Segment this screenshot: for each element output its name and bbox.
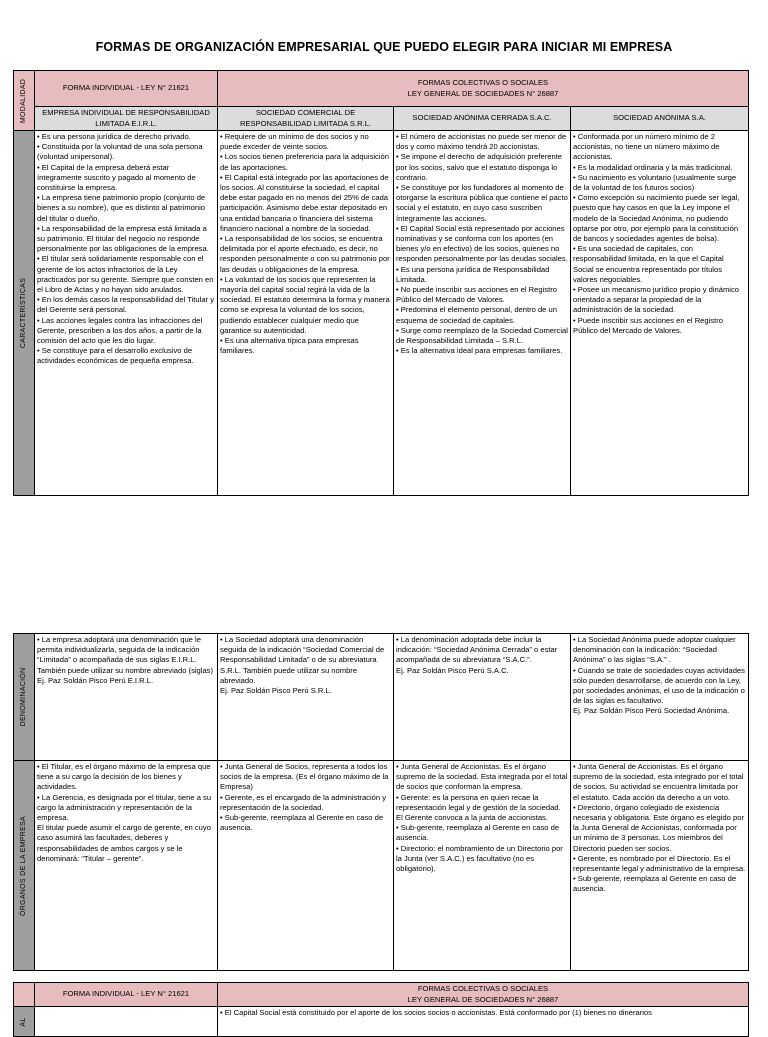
sac-header: SOCIEDAD ANÓNIMA CERRADA S.A.C. [394,107,571,131]
organos-srl-cell: • Junta General de Socios, representa a todos los socios de la empresa. (Es el órgano máximo de la Empresa) • Gerente, es el encargado de la administración y representación de la sociedad. • Sub-gerente, reemplaza al Gerente en caso de ausencia. [218,761,394,971]
page3-capital-cell: • El Capital Social está constituido por el aporte de los socios socios o accionistas. Está conformado por (1) bienes no dinerarios [218,1007,749,1037]
organos-label: ÓRGANOS DE LA EMPRESA [14,761,35,971]
caracteristicas-srl-cell: • Requiere de un mínimo de dos socios y no puede exceder de veinte socios. • Los socios tienen preferencia para la adquisición de las aportaciones. • El Capital está integrado por las aportaciones de los socios. Al constituirse la sociedad, el capital debe estar pagado en no menos del 25% de cada participación. Asimismo debe estar depositado en una entidad bancaria o financiera del sistema financiero nacional a nombre de la sociedad. • La responsabilidad de los socios, se encuentra delimitada por el aporte efectuado, es decir, no responden personalmente o con su patrimonio por las deudas u obligaciones de la empresa. • La voluntad de los socios que representen la mayoría del capital social regirá la vida de la sociedad. El estatuto determina la forma y manera como se expresa la voluntad de los socios, pudiendo establecer cualquier medio que garantice su autenticidad. • Es una alternativa típica para empresas familiares. [218,131,394,496]
page3-corner-cell [14,983,35,1007]
organos-sac-cell: • Junta General de Accionistas. Es el órgano supremo de la sociedad. Esta integrada por el total de socios que conforman la empresa. • Gerente: es la persona en quien recae la representación legal y de gestión de la sociedad. El Gerente convoca a la junta de accionistas. • Sub-gerente, reemplaza al Gerente en caso de ausencia. • Directorio: el nombramiento de un Directorio por la Junta (ver S.A.C.) es facultativo (no es obligatorio). [394,761,571,971]
main-comparison-table [13,70,749,496]
page3-row-label: AL [14,1007,35,1037]
caracteristicas-eirl-cell: • Es una persona jurídica de derecho privado. • Constituida por la voluntad de una sola persona (voluntad unipersonal). • El Capital de la empresa deberá estar íntegramente suscrito y pagado al momento de constituirse la empresa. • La empresa tiene patrimonio propio (conjunto de bienes a su nombre), que es distinto al patrimonio del titular o dueño. • La responsabilidad de la empresa está limitada a su patrimonio. El titular del negocio no responde personalmente por las obligaciones de la empresa. • El titular será solidariamente responsable con el gerente de los actos infractorios de la Ley practicados por su gerente. Siempre que consten en el Libro de Actas y no hayan sido anulados. • En los demás casos la responsabilidad del Titular y del Gerente será personal. • Las acciones legales contra las infracciones del Gerente, prescriben a los dos años, a partir de la comisión del acto que les dio lugar. • Se constituye para el desarrollo exclusivo de actividades económicas de pequeña empresa. [35,131,218,496]
caracteristicas-sa-cell: • Conformada por un número mínimo de 2 accionistas, no tiene un número máximo de accionistas. • Es la modalidad ordinaria y la más tradicional. • Su nacimiento es voluntario (usualmente surge de la voluntad de los futuros socios) • Como excepción su nacimiento puede ser legal, puesto que hay casos en que la Ley impone el modelo de la Sociedad Anónima, no pudiendo optarse por otro, por ejemplo para la constitución de bancos y sociedades agentes de bolsa). • Es una sociedad de capitales, con responsabilidad limitada, en la que el Capital Social se encuentra representado por títulos valores negociables. • Posee un mecanismo jurídico propio y dinámico orientado a separar la propiedad de la administración de la sociedad. • Puede inscribir sus acciones en el Registro Público del Mercado de Valores. [571,131,749,496]
individual-header: FORMA INDIVIDUAL - LEY N° 21621 [35,71,218,107]
page3-eirl-cell [35,1007,218,1037]
sa-header: SOCIEDAD ANÓNIMA S.A. [571,107,749,131]
caracteristicas-sac-cell: • El número de accionistas no puede ser menor de dos y como máximo tendrá 20 accionistas. • Se impone el derecho de adquisición preferente por los socios, salvo que el estatuto disponga lo contrario. • Se constituye por los fundadores al momento de otorgarse la escritura pública que contiene el pacto social y el estatuto, en cuyo caso suscriben íntegramente las acciones. • El Capital Social está representado por acciones nominativas y se conforma con los aportes (en bienes y/o en efectivo) de los socios, quienes no responden personalmente por las deudas sociales. • Es una persona jurídica de Responsabilidad Limitada. • No puede inscribir sus acciones en el Registro Público del Mercado de Valores. • Predomina el elemento personal, dentro de un esquema de sociedad de capitales. • Surge como reemplazo de la Sociedad Comercial de Responsabilidad Limitada – S.R.L. • Es la alternativa ideal para empresas familiares. [394,131,571,496]
caracteristicas-label: CARACTERÍSTICAS [14,131,35,496]
capital-table-partial [13,982,749,1037]
denominacion-label: DENOMINACIÓN [14,634,35,761]
organos-sa-cell: • Junta General de Accionistas. Es el órgano supremo de la sociedad, esta integrado por el total de socios. Su actividad se encuentra limitada por el estatuto. Cada acción da derecho a un voto. • Directorio, órgano colegiado de existencia necesaria y obligatoria. Este órgano es elegido por la Junta General de Accionistas, conformada por un mínimo de 3 personas. Los miembros del Directorio pueden ser socios. • Gerente, es nombrado por el Directorio. Es el representante legal y administrativo de la empresa. • Sub-gerente, reemplaza al Gerente en caso de ausencia. [571,761,749,971]
denominacion-sac-cell: • La denominación adoptada debe incluir la indicación: “Sociedad Anónima Cerrada” o estar acompañada de su abreviatura “S.A.C.”. Ej. Paz Soldán Pisco Perú S.A.C. [394,634,571,761]
organos-table [13,633,749,971]
eirl-header: EMPRESA INDIVIDUAL DE RESPONSABILIDAD LIMITADA E.I.R.L. [35,107,218,131]
srl-header: SOCIEDAD COMERCIAL DE RESPONSABILIDAD LIMITADA S.R.L. [218,107,394,131]
page3-individual-header: FORMA INDIVIDUAL - LEY N° 21621 [35,983,218,1007]
page3-colectivas-header: FORMAS COLECTIVAS O SOCIALES LEY GENERAL DE SOCIEDADES N° 26887 [218,983,749,1007]
denominacion-srl-cell: • La Sociedad adoptará una denominación seguida de la indicación “Sociedad Comercial de Responsabilidad Limitada” o de su abreviatura S.R.L. También puede utilizar su nombre abreviado. Ej. Paz Soldán Pisco Perú S.R.L. [218,634,394,761]
denominacion-sa-cell: • La Sociedad Anónima puede adoptar cualquier denominación con la indicación: “Sociedad Anónima” o las siglas “S.A.” . • Cuando se trate de sociedades cuyas actividades sólo pueden desarrollarse, de acuerdo con la Ley, por sociedades anónimas, el uso de la indicación o de las siglas es facultativo. Ej. Paz Soldán Pisco Perú Sociedad Anónima. [571,634,749,761]
document-title: FORMAS DE ORGANIZACIÓN EMPRESARIAL QUE PUEDO ELEGIR PARA INICIAR MI EMPRESA [95,40,673,54]
denominacion-eirl-cell: • La empresa adoptará una denominación que le permita individualizarla, seguida de la indicación “Limitada” o acompañada de sus siglas E.I.R.L. También puede utilizar su nombre abreviado (siglas) Ej. Paz Soldán Pisco Perú E.I.R.L. [35,634,218,761]
organos-eirl-cell: • El Titular, es el órgano máximo de la empresa que tiene a su cargo la decisión de los bienes y actividades. • La Gerencia, es designada por el titular, tiene a su cargo la administración y representación de la empresa. El titular puede asumir el cargo de gerente, en cuyo caso asumirá las facultades, deberes y responsabilidades de ambos cargos y se le denominará: “Titular – gerente”. [35,761,218,971]
colectivas-header: FORMAS COLECTIVAS O SOCIALES LEY GENERAL DE SOCIEDADES N° 26887 [218,71,749,107]
modalidad-header: MODALIDAD [14,71,35,131]
